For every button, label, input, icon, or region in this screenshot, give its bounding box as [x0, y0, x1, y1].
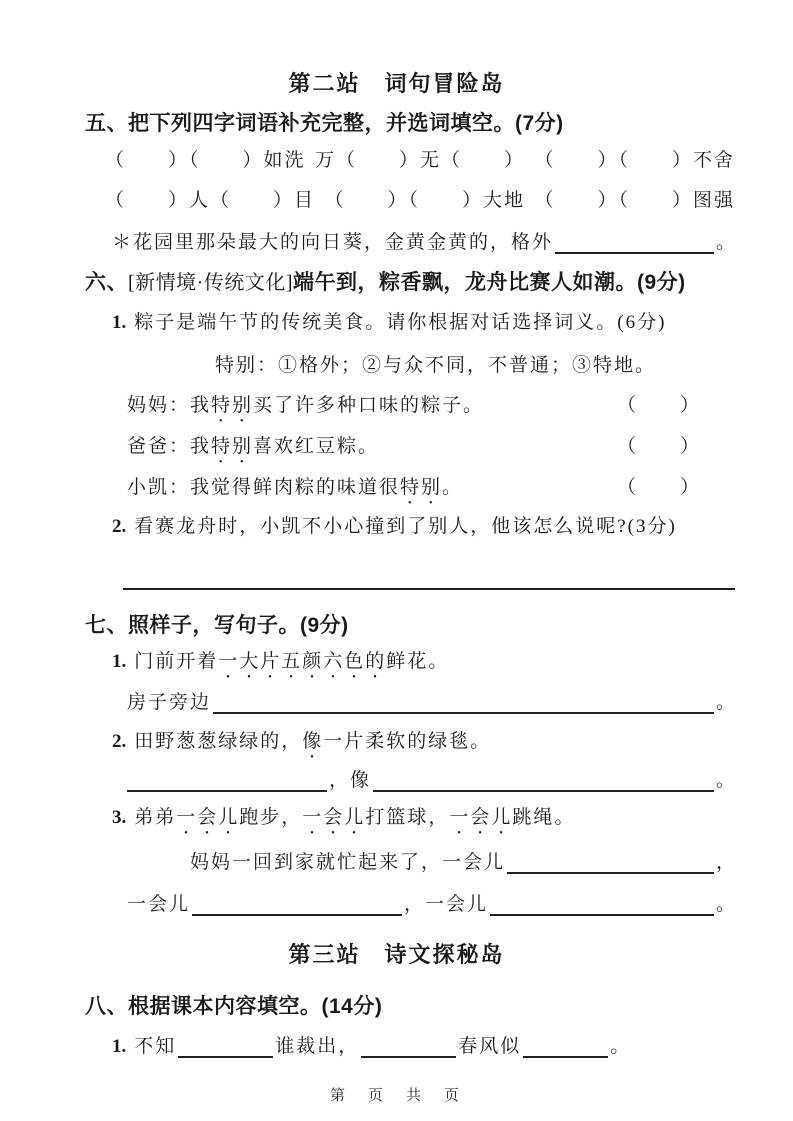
q7-item3-answer-blank1 [507, 848, 714, 874]
q7-item3-number: 3. [112, 807, 127, 828]
q5-row2-phrase3: （ ）（ ）图强 [534, 190, 735, 211]
q8-item1-s3: 春风似 [458, 1036, 522, 1058]
q7-item3-s4: 跳绳。 [512, 807, 576, 828]
q6-dad-text [127, 435, 379, 468]
q7-item2-post: 一片柔软的绿毯。 [323, 731, 492, 752]
q6-mom-answer-bracket: （ ） [616, 395, 701, 416]
q6-dad-emphasized: 特别 [211, 436, 254, 457]
station2-title: 第二站 词句冒险岛 [288, 71, 505, 96]
q7-item3-emphasized2: 一会儿 [302, 807, 366, 828]
q7-item3 [112, 806, 575, 839]
q6-item1-number: 1. [112, 312, 127, 333]
q7-item2-fill-period: 。 [715, 770, 737, 792]
q7-item1-pre: 门前开着 [134, 651, 219, 672]
q5-row1-phrase3: （ ）（ ）不舍 [534, 150, 735, 171]
q6-kai-emphasized: 特别 [400, 477, 443, 498]
q5-row2-phrase2: （ ）（ ）大地 [324, 190, 525, 211]
page-footer: 第 页 共 页 [329, 1087, 463, 1104]
q8-heading: 八、根据课本内容填空。(14分) [85, 995, 383, 1018]
q7-item2-pre: 田野葱葱绿绿的， [134, 731, 303, 752]
q5-answer-blank [555, 228, 714, 254]
q7-item3-fill2-period: 。 [715, 894, 737, 916]
q7-item1-answer-blank [213, 688, 714, 714]
asterisk-marker: ＊ [112, 232, 134, 254]
q7-item1-fill-line [127, 688, 737, 716]
q6-kai-post: 。 [442, 477, 464, 498]
q7-item3-answer-blank3 [490, 890, 714, 916]
q7-item3-fill1-label: 妈妈一回到家就忙起来了，一会儿 [190, 852, 506, 874]
q6-item1-text: 粽子是端午节的传统美食。请你根据对话选择词义。(6分) [134, 312, 667, 333]
q7-item3-s2: 跑步， [239, 807, 303, 828]
q7-item1-number: 1. [112, 651, 127, 672]
q6-kai-text [127, 476, 463, 509]
q8-item1-answer-blank1 [178, 1032, 273, 1058]
q7-item2-fill-line [125, 766, 737, 794]
q6-mom-text [127, 394, 484, 427]
q7-item1-emphasized: 一大片五颜六色的 [218, 651, 387, 672]
station3-title: 第三站 诗文探秘岛 [288, 942, 505, 967]
q7-item3-fill-line1 [190, 848, 737, 876]
q6-item2-answer-line [123, 568, 735, 590]
q7-item1-fill-period: 。 [715, 692, 737, 714]
q5-row2 [105, 189, 735, 214]
q8-item1-answer-blank3 [523, 1032, 608, 1058]
q7-item3-fill-line2 [127, 890, 737, 918]
q7-item2-number: 2. [112, 731, 127, 752]
q6-item2 [112, 515, 677, 540]
q7-item2-fill-mid: ，像 [329, 770, 372, 792]
q7-item1-fill-label: 房子旁边 [127, 692, 212, 714]
q6-item1 [112, 311, 666, 336]
q5-fill-sentence [112, 228, 737, 256]
q6-item2-text: 看赛龙舟时，小凯不小心撞到了别人，他该怎么说呢?(3分) [134, 516, 677, 537]
q6-heading-text: 端午到，粽香飘，龙舟比赛人如潮。(9分) [292, 271, 686, 294]
q6-mom-post: 买了许多种口味的粽子。 [253, 395, 485, 416]
q7-item2-answer-blank2 [373, 766, 714, 792]
q6-context-tag: [新情境·传统文化] [128, 272, 293, 294]
q8-item1-s1: 不知 [134, 1036, 177, 1058]
q5-heading: 五、把下列四字词语补充完整，并选词填空。(7分) [85, 112, 564, 135]
q6-heading-number: 六、 [85, 271, 128, 294]
q6-dad-post: 喜欢红豆粽。 [253, 436, 380, 457]
q7-item3-fill1-comma: ， [715, 852, 737, 874]
q7-item3-emphasized1: 一会儿 [176, 807, 240, 828]
q7-item1-post: 鲜花。 [386, 651, 450, 672]
q6-item2-number: 2. [112, 516, 127, 537]
q7-item3-s3: 打篮球， [365, 807, 450, 828]
q6-mom-line [127, 394, 737, 427]
q7-item2 [112, 730, 491, 763]
q6-definitions: 特别：①格外；②与众不同，不普通；③特地。 [215, 355, 657, 376]
q6-kai-pre: 小凯：我觉得鲜肉粽的味道很 [127, 477, 401, 498]
q6-heading [85, 269, 686, 296]
q7-item2-answer-blank1 [127, 766, 327, 792]
q7-heading: 七、照样子，写句子。(9分) [85, 614, 349, 637]
q7-item1 [112, 650, 449, 683]
q6-mom-pre: 妈妈：我 [127, 395, 212, 416]
q8-item1-number: 1. [112, 1036, 127, 1058]
q6-kai-answer-bracket: （ ） [616, 477, 701, 498]
q5-row1-phrase2: 万（ ）无（ ） [314, 150, 525, 171]
q5-row2-phrase1: （ ）人（ ）目 [105, 190, 316, 211]
q6-mom-emphasized: 特别 [211, 395, 254, 416]
q6-dad-line [127, 435, 737, 468]
q6-dad-pre: 爸爸：我 [127, 436, 212, 457]
q7-item3-s1: 弟弟 [134, 807, 177, 828]
q8-item1-answer-blank2 [361, 1032, 456, 1058]
q5-fill-prefix: 花园里那朵最大的向日葵，金黄金黄的，格外 [133, 232, 554, 254]
q6-dad-answer-bracket: （ ） [616, 436, 701, 457]
q7-item3-fill2-label1: 一会儿 [127, 894, 191, 916]
q8-item1-s2: 谁裁出， [275, 1036, 360, 1058]
q8-item1-period: 。 [610, 1036, 632, 1058]
q7-item3-emphasized3: 一会儿 [449, 807, 513, 828]
q5-row1-phrase1: （ ）（ ）如洗 [105, 150, 306, 171]
q5-fill-period: 。 [715, 232, 737, 254]
q7-item3-fill2-label2: ，一会儿 [404, 894, 489, 916]
q6-kai-line [127, 476, 737, 509]
q7-item2-emphasized: 像 [302, 731, 324, 752]
q7-item3-answer-blank2 [192, 890, 402, 916]
q8-item1 [112, 1032, 631, 1060]
q5-row1 [105, 149, 735, 174]
